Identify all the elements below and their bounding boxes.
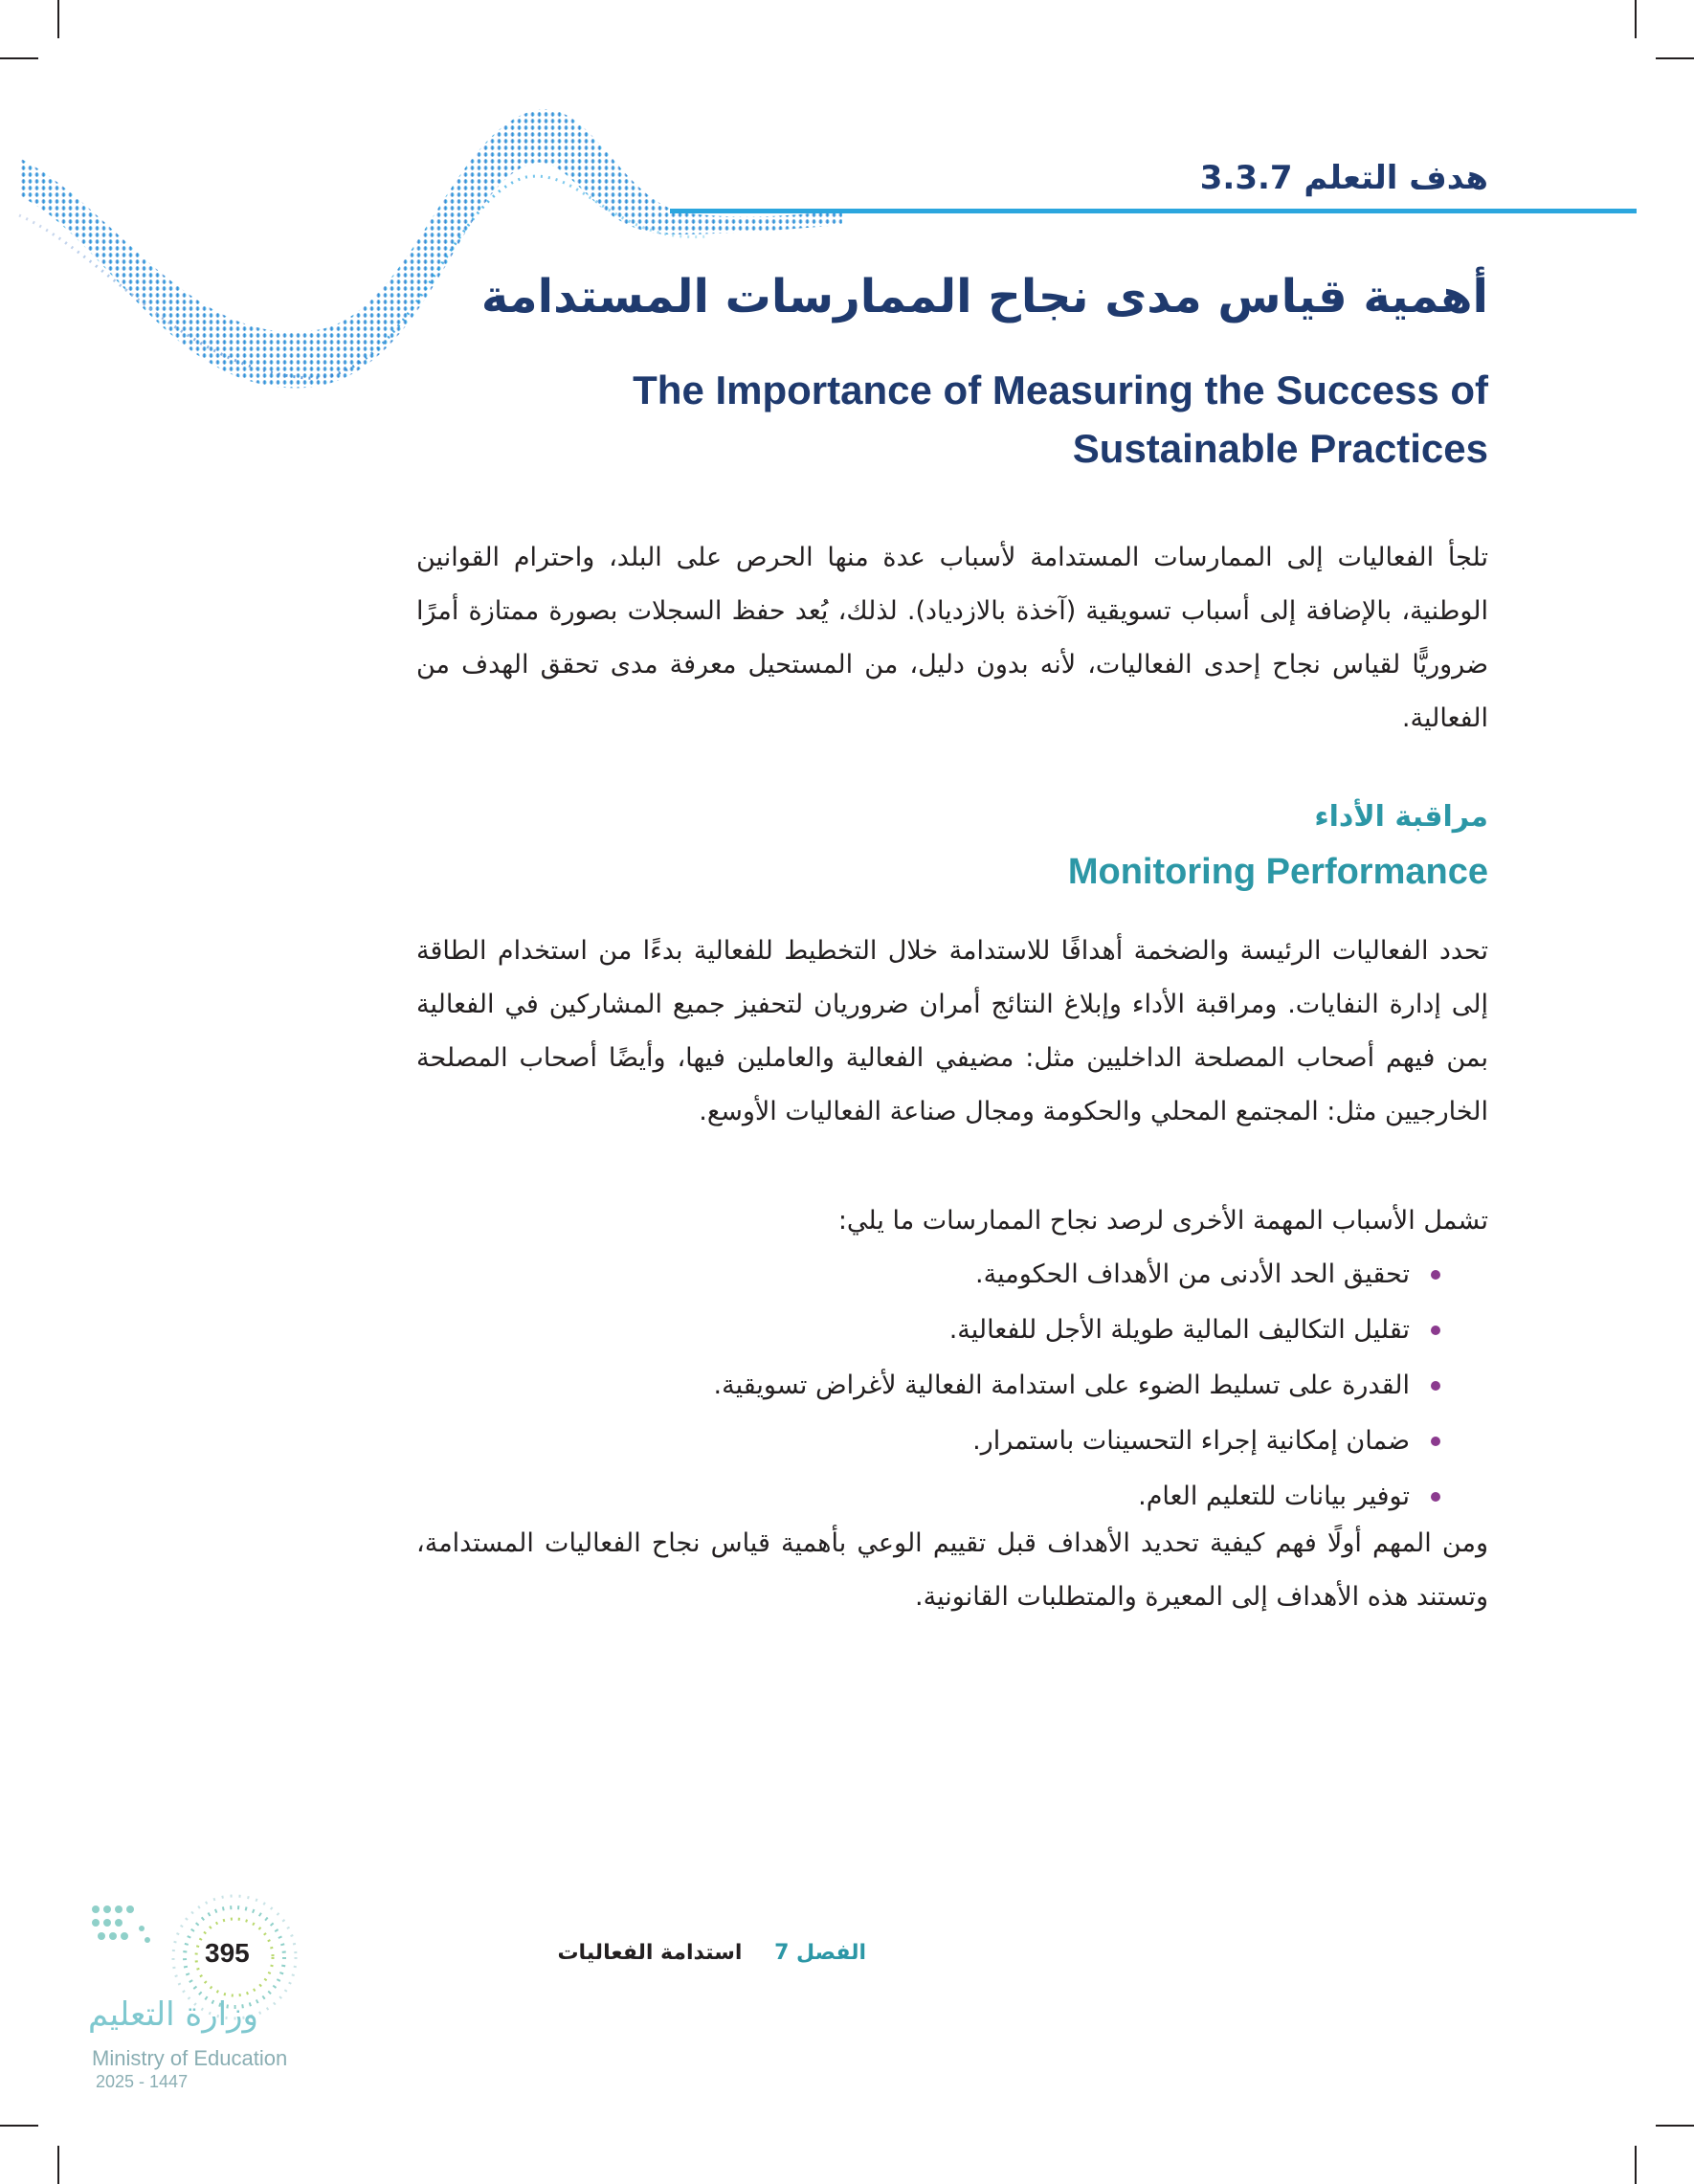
page-title-arabic: أهمية قياس مدى نجاح الممارسات المستدامة bbox=[480, 270, 1488, 323]
header-rule bbox=[670, 209, 1637, 213]
chapter-title: استدامة الفعاليات bbox=[557, 1941, 743, 1965]
bullet-icon bbox=[1431, 1437, 1440, 1446]
page-title-english bbox=[531, 361, 1488, 478]
crop-mark bbox=[57, 2146, 59, 2184]
title-en-line2: Sustainable Practices bbox=[1072, 426, 1488, 471]
list-item: ضمان إمكانية إجراء التحسينات باستمرار. bbox=[714, 1414, 1412, 1469]
chapter-number: الفصل 7 bbox=[774, 1941, 866, 1965]
footer-chapter bbox=[557, 1941, 866, 1965]
ministry-name-english: Ministry of Education bbox=[92, 2046, 288, 2070]
list-item: توفير بيانات للتعليم العام. bbox=[714, 1469, 1412, 1525]
bullet-icon bbox=[1431, 1381, 1440, 1391]
crop-mark bbox=[1656, 2125, 1694, 2127]
title-en-line1: The Importance of Measuring the Success of bbox=[633, 368, 1488, 412]
list-intro: تشمل الأسباب المهمة الأخرى لرصد نجاح الممارسات ما يلي: bbox=[837, 1206, 1488, 1236]
page-number: 395 bbox=[205, 1938, 250, 1968]
ministry-name-arabic: وزارة التعليم bbox=[88, 1995, 258, 2034]
learning-objective-label: هدف التعلم 3.3.7 bbox=[1199, 159, 1488, 197]
bullet-icon bbox=[1431, 1326, 1440, 1335]
section-paragraph: تحدد الفعاليات الرئيسة والضخمة أهدافًا للاستدامة خلال التخطيط للفعالية بدءًا من استخدام الطاقة إلى إدارة النفايات. ومراقبة الأداء وإبلاغ النتائج أمران ضروريان لتحفيز جميع المشاركين في الفعالية بمن فيهم أصحاب المصلحة الداخليين مثل: مضيفي الفعالية والعاملين فيها، وأيضًا أصحاب المصلحة الخارجيين مثل: المجتمع المحلي والحكومة ومجال صناعة الفعاليات الأوسع. bbox=[416, 936, 1488, 1126]
intro-paragraph: تلجأ الفعاليات إلى الممارسات المستدامة لأسباب عدة منها الحرص على البلد، واحترام القوانين الوطنية، بالإضافة إلى أسباب تسويقية (آخذة بالازدياد). لذلك، يُعد حفظ السجلات بصورة ممتازة أمرًا ضروريًّا لقياس نجاح إحدى الفعاليات، لأنه بدون دليل، من المستحيل معرفة مدى تحقق الهدف من الفعالية. bbox=[416, 543, 1488, 733]
crop-mark bbox=[0, 2125, 38, 2127]
dotted-wave-decoration bbox=[0, 91, 861, 407]
crop-mark bbox=[1656, 57, 1694, 59]
list-item: تقليل التكاليف المالية طويلة الأجل للفعالية. bbox=[714, 1303, 1412, 1358]
list-item: تحقيق الحد الأدنى من الأهداف الحكومية. bbox=[714, 1247, 1412, 1303]
reasons-list bbox=[714, 1247, 1412, 1525]
edition-year: 2025 - 1447 bbox=[96, 2072, 189, 2091]
section-heading-english: Monitoring Performance bbox=[1067, 852, 1488, 892]
crop-mark bbox=[0, 57, 38, 59]
bullet-icon bbox=[1431, 1492, 1440, 1502]
closing-paragraph: ومن المهم أولًا فهم كيفية تحديد الأهداف قبل تقييم الوعي بأهمية قياس نجاح الفعاليات المستدامة، وتستند هذه الأهداف إلى المعيرة والمتطلبات القانونية. bbox=[416, 1528, 1488, 1612]
crop-mark bbox=[1635, 0, 1637, 38]
list-item: القدرة على تسليط الضوء على استدامة الفعالية لأغراض تسويقية. bbox=[714, 1358, 1412, 1414]
crop-mark bbox=[57, 0, 59, 38]
bullet-icon bbox=[1431, 1270, 1440, 1280]
section-heading-arabic: مراقبة الأداء bbox=[1314, 800, 1488, 834]
crop-mark bbox=[1635, 2146, 1637, 2184]
